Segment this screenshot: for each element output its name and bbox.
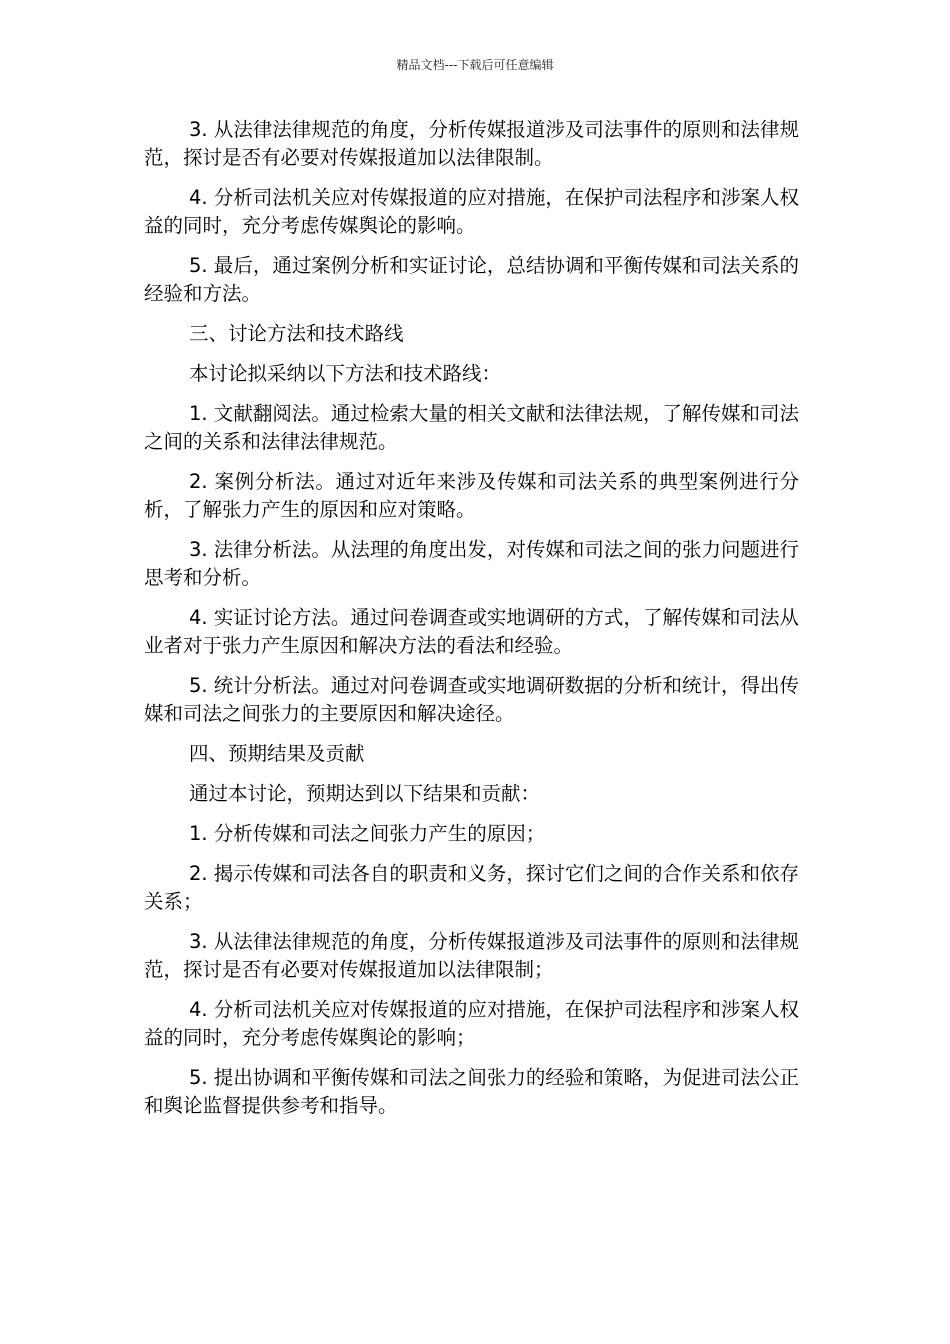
paragraph: 3. 法律分析法。从法理的角度出发，对传媒和司法之间的张力问题进行思考和分析。	[144, 538, 799, 589]
paragraph: 5. 最后，通过案例分析和实证讨论，总结协调和平衡传媒和司法关系的经验和方法。	[144, 254, 799, 305]
paragraph: 1. 分析传媒和司法之间张力产生的原因；	[189, 822, 546, 845]
section-heading: 四、预期结果及贡献	[189, 742, 365, 765]
paragraph: 5. 提出协调和平衡传媒和司法之间张力的经验和策略，为促进司法公正和舆论监督提供参考和指导。	[144, 1066, 799, 1117]
paragraph: 通过本讨论，预期达到以下结果和贡献：	[189, 782, 541, 805]
paragraph: 4. 分析司法机关应对传媒报道的应对措施，在保护司法程序和涉案人权益的同时，充分考虑传媒舆论的影响。	[144, 186, 799, 237]
paragraph: 本讨论拟采纳以下方法和技术路线：	[189, 362, 502, 385]
section-heading: 三、讨论方法和技术路线	[189, 322, 404, 345]
page-header: 精品文档---下载后可任意编辑	[396, 58, 554, 72]
paragraph: 2. 案例分析法。通过对近年来涉及传媒和司法关系的典型案例进行分析，了解张力产生的原因和应对策略。	[144, 470, 799, 521]
document-body	[144, 116, 799, 1132]
paragraph: 4. 分析司法机关应对传媒报道的应对措施，在保护司法程序和涉案人权益的同时，充分考虑传媒舆论的影响；	[144, 998, 799, 1049]
paragraph: 3. 从法律法律规范的角度，分析传媒报道涉及司法事件的原则和法律规范，探讨是否有必要对传媒报道加以法律限制；	[144, 930, 799, 981]
paragraph: 3. 从法律法律规范的角度，分析传媒报道涉及司法事件的原则和法律规范，探讨是否有必要对传媒报道加以法律限制。	[144, 118, 799, 169]
paragraph: 1. 文献翻阅法。通过检索大量的相关文献和法律法规，了解传媒和司法之间的关系和法律法律规范。	[144, 402, 799, 453]
paragraph: 2. 揭示传媒和司法各自的职责和义务，探讨它们之间的合作关系和依存关系；	[144, 862, 799, 913]
paragraph: 5. 统计分析法。通过对问卷调查或实地调研数据的分析和统计，得出传媒和司法之间张力的主要原因和解决途径。	[144, 674, 799, 725]
paragraph: 4. 实证讨论方法。通过问卷调查或实地调研的方式，了解传媒和司法从业者对于张力产生原因和解决方法的看法和经验。	[144, 606, 799, 657]
